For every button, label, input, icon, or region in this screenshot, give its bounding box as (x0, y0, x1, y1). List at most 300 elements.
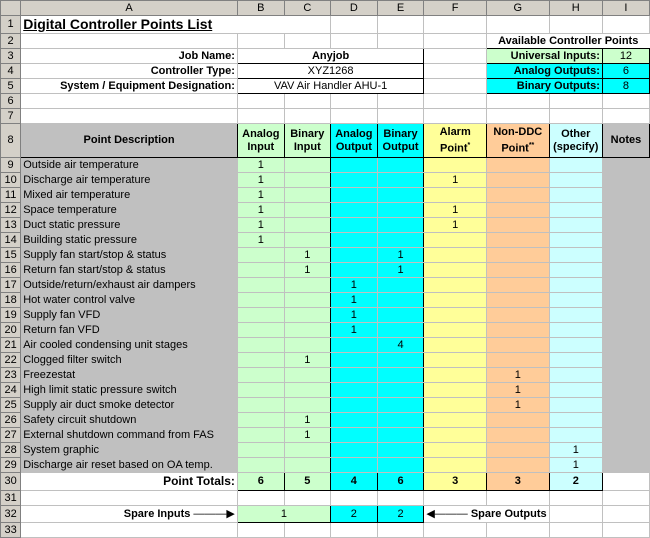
binary-input-header[interactable]: Binary Input (284, 124, 330, 158)
alarm-cell[interactable] (424, 293, 487, 308)
row-header[interactable]: 27 (1, 428, 21, 443)
alarm-point-header[interactable] (424, 124, 487, 158)
row-header[interactable]: 32 (1, 506, 21, 523)
alarm-cell[interactable] (424, 368, 487, 383)
ao-cell[interactable] (330, 203, 377, 218)
nonddc-cell[interactable] (486, 428, 549, 443)
cell[interactable] (549, 109, 602, 124)
bo-cell[interactable]: 1 (377, 248, 424, 263)
designation-field[interactable]: VAV Air Handler AHU-1 (237, 79, 423, 94)
nonddc-cell[interactable] (486, 218, 549, 233)
bo-cell[interactable] (377, 233, 424, 248)
row-header[interactable]: 11 (1, 188, 21, 203)
bo-cell[interactable]: 1 (377, 263, 424, 278)
bi-cell[interactable] (284, 338, 330, 353)
row-header[interactable]: 12 (1, 203, 21, 218)
other-cell[interactable] (549, 188, 602, 203)
notes-cell[interactable] (602, 263, 649, 278)
ao-cell[interactable] (330, 458, 377, 473)
bo-cell[interactable] (377, 218, 424, 233)
bi-cell[interactable] (284, 218, 330, 233)
alarm-cell[interactable] (424, 158, 487, 173)
cell[interactable] (377, 491, 424, 506)
row-header[interactable]: 29 (1, 458, 21, 473)
ao-cell[interactable] (330, 233, 377, 248)
notes-cell[interactable] (602, 308, 649, 323)
ao-cell[interactable]: 1 (330, 293, 377, 308)
bi-cell[interactable] (284, 308, 330, 323)
job-name-field[interactable]: Anyjob (237, 49, 423, 64)
notes-cell[interactable] (602, 413, 649, 428)
cell[interactable] (377, 523, 424, 538)
other-cell[interactable]: 1 (549, 458, 602, 473)
nonddc-cell[interactable] (486, 458, 549, 473)
cell[interactable] (602, 506, 649, 523)
analog-outputs-value[interactable]: 6 (602, 64, 649, 79)
bi-cell[interactable] (284, 173, 330, 188)
other-cell[interactable] (549, 368, 602, 383)
bi-cell[interactable] (284, 398, 330, 413)
row-header[interactable]: 13 (1, 218, 21, 233)
alarm-cell[interactable] (424, 413, 487, 428)
point-description-cell[interactable]: Building static pressure (21, 233, 238, 248)
row-header[interactable]: 22 (1, 353, 21, 368)
total-ai[interactable]: 6 (237, 473, 284, 491)
ao-cell[interactable]: 1 (330, 308, 377, 323)
row-header[interactable]: 1 (1, 16, 21, 34)
cell[interactable] (21, 34, 238, 49)
point-description-cell[interactable]: Supply fan start/stop & status (21, 248, 238, 263)
bo-cell[interactable] (377, 158, 424, 173)
analog-output-header[interactable]: Analog Output (330, 124, 377, 158)
cell[interactable] (602, 473, 649, 491)
nonddc-cell[interactable] (486, 353, 549, 368)
notes-cell[interactable] (602, 353, 649, 368)
bo-cell[interactable] (377, 278, 424, 293)
other-cell[interactable] (549, 323, 602, 338)
bi-cell[interactable] (284, 323, 330, 338)
cell[interactable] (549, 523, 602, 538)
ai-cell[interactable] (237, 368, 284, 383)
row-header[interactable]: 9 (1, 158, 21, 173)
other-cell[interactable] (549, 173, 602, 188)
ai-cell[interactable] (237, 293, 284, 308)
notes-cell[interactable] (602, 323, 649, 338)
cell[interactable] (330, 109, 377, 124)
spare-outputs-label[interactable] (424, 506, 549, 523)
bo-cell[interactable] (377, 353, 424, 368)
total-bo[interactable]: 6 (377, 473, 424, 491)
notes-cell[interactable] (602, 383, 649, 398)
cell[interactable] (424, 49, 487, 64)
nonddc-cell[interactable] (486, 293, 549, 308)
ao-cell[interactable] (330, 398, 377, 413)
ao-cell[interactable] (330, 218, 377, 233)
ao-cell[interactable] (330, 428, 377, 443)
cell[interactable] (284, 491, 330, 506)
other-cell[interactable] (549, 413, 602, 428)
other-cell[interactable]: 1 (549, 443, 602, 458)
analog-input-header[interactable]: Analog Input (237, 124, 284, 158)
column-header-h[interactable]: H (549, 1, 602, 16)
row-header[interactable]: 4 (1, 64, 21, 79)
other-specify-header[interactable]: Other (specify) (549, 124, 602, 158)
ai-cell[interactable] (237, 443, 284, 458)
select-all-corner[interactable] (1, 1, 21, 16)
notes-cell[interactable] (602, 233, 649, 248)
point-description-cell[interactable]: Return fan start/stop & status (21, 263, 238, 278)
point-description-cell[interactable]: Supply air duct smoke detector (21, 398, 238, 413)
alarm-cell[interactable] (424, 428, 487, 443)
non-ddc-point-header[interactable] (486, 124, 549, 158)
ai-cell[interactable]: 1 (237, 203, 284, 218)
bo-cell[interactable] (377, 368, 424, 383)
total-ao[interactable]: 4 (330, 473, 377, 491)
cell[interactable] (237, 109, 284, 124)
ai-cell[interactable]: 1 (237, 218, 284, 233)
other-cell[interactable] (549, 293, 602, 308)
ao-cell[interactable] (330, 263, 377, 278)
point-description-cell[interactable]: Space temperature (21, 203, 238, 218)
bo-cell[interactable] (377, 458, 424, 473)
bi-cell[interactable]: 1 (284, 248, 330, 263)
binary-outputs-value[interactable]: 8 (602, 79, 649, 94)
column-header-g[interactable]: G (486, 1, 549, 16)
universal-inputs-value[interactable]: 12 (602, 49, 649, 64)
point-description-cell[interactable]: System graphic (21, 443, 238, 458)
other-cell[interactable] (549, 338, 602, 353)
alarm-cell[interactable] (424, 383, 487, 398)
notes-cell[interactable] (602, 218, 649, 233)
column-header-c[interactable]: C (284, 1, 330, 16)
ai-cell[interactable] (237, 278, 284, 293)
cell[interactable] (330, 523, 377, 538)
cell[interactable] (486, 109, 549, 124)
cell[interactable] (377, 109, 424, 124)
alarm-cell[interactable] (424, 278, 487, 293)
bo-cell[interactable] (377, 173, 424, 188)
cell[interactable] (237, 94, 284, 109)
point-description-cell[interactable]: External shutdown command from FAS (21, 428, 238, 443)
nonddc-cell[interactable] (486, 188, 549, 203)
other-cell[interactable] (549, 158, 602, 173)
nonddc-cell[interactable]: 1 (486, 398, 549, 413)
total-bi[interactable]: 5 (284, 473, 330, 491)
cell[interactable] (424, 491, 487, 506)
total-other[interactable]: 2 (549, 473, 602, 491)
point-description-cell[interactable]: Outside/return/exhaust air dampers (21, 278, 238, 293)
point-description-header[interactable]: Point Description (21, 124, 238, 158)
notes-cell[interactable] (602, 188, 649, 203)
point-description-cell[interactable]: Hot water control valve (21, 293, 238, 308)
notes-cell[interactable] (602, 458, 649, 473)
cell[interactable] (602, 16, 649, 34)
cell[interactable] (377, 94, 424, 109)
bi-cell[interactable] (284, 233, 330, 248)
alarm-cell[interactable] (424, 458, 487, 473)
bo-cell[interactable] (377, 293, 424, 308)
other-cell[interactable] (549, 248, 602, 263)
ai-cell[interactable] (237, 353, 284, 368)
ai-cell[interactable]: 1 (237, 233, 284, 248)
alarm-cell[interactable]: 1 (424, 218, 487, 233)
cell[interactable] (330, 34, 377, 49)
ao-cell[interactable] (330, 383, 377, 398)
column-header-i[interactable]: I (602, 1, 649, 16)
cell[interactable] (424, 94, 487, 109)
point-description-cell[interactable]: Outside air temperature (21, 158, 238, 173)
point-description-cell[interactable]: Clogged filter switch (21, 353, 238, 368)
alarm-cell[interactable]: 1 (424, 173, 487, 188)
cell[interactable] (330, 491, 377, 506)
notes-cell[interactable] (602, 278, 649, 293)
bo-cell[interactable] (377, 398, 424, 413)
ao-cell[interactable] (330, 368, 377, 383)
point-totals-label[interactable]: Point Totals: (21, 473, 238, 491)
alarm-cell[interactable] (424, 338, 487, 353)
spare-inputs-label[interactable] (21, 506, 238, 523)
other-cell[interactable] (549, 308, 602, 323)
cell[interactable] (377, 34, 424, 49)
other-cell[interactable] (549, 278, 602, 293)
cell[interactable] (549, 506, 602, 523)
other-cell[interactable] (549, 203, 602, 218)
ai-cell[interactable] (237, 248, 284, 263)
cell[interactable] (602, 523, 649, 538)
bo-cell[interactable] (377, 428, 424, 443)
ai-cell[interactable]: 1 (237, 188, 284, 203)
notes-cell[interactable] (602, 368, 649, 383)
cell[interactable] (486, 16, 549, 34)
nonddc-cell[interactable] (486, 443, 549, 458)
point-description-cell[interactable]: High limit static pressure switch (21, 383, 238, 398)
nonddc-cell[interactable] (486, 248, 549, 263)
bi-cell[interactable] (284, 203, 330, 218)
ao-cell[interactable] (330, 158, 377, 173)
nonddc-cell[interactable] (486, 323, 549, 338)
nonddc-cell[interactable] (486, 233, 549, 248)
alarm-cell[interactable] (424, 263, 487, 278)
alarm-cell[interactable]: 1 (424, 203, 487, 218)
row-header[interactable]: 5 (1, 79, 21, 94)
cell[interactable] (602, 491, 649, 506)
ao-cell[interactable] (330, 353, 377, 368)
point-description-cell[interactable]: Supply fan VFD (21, 308, 238, 323)
row-header[interactable]: 7 (1, 109, 21, 124)
cell[interactable] (424, 16, 487, 34)
row-header[interactable]: 8 (1, 124, 21, 158)
alarm-cell[interactable] (424, 233, 487, 248)
bi-cell[interactable] (284, 188, 330, 203)
cell[interactable] (602, 94, 649, 109)
bo-cell[interactable] (377, 443, 424, 458)
cell[interactable] (424, 79, 487, 94)
ai-cell[interactable] (237, 308, 284, 323)
cell[interactable] (21, 109, 238, 124)
bi-cell[interactable] (284, 368, 330, 383)
nonddc-cell[interactable] (486, 338, 549, 353)
point-description-cell[interactable]: Freezestat (21, 368, 238, 383)
other-cell[interactable] (549, 353, 602, 368)
total-nonddc[interactable]: 3 (486, 473, 549, 491)
cell[interactable] (330, 94, 377, 109)
nonddc-cell[interactable] (486, 308, 549, 323)
cell[interactable] (237, 523, 284, 538)
row-header[interactable]: 16 (1, 263, 21, 278)
other-cell[interactable] (549, 218, 602, 233)
ai-cell[interactable] (237, 398, 284, 413)
nonddc-cell[interactable] (486, 203, 549, 218)
designation-label[interactable]: System / Equipment Designation: (21, 79, 238, 94)
ao-cell[interactable]: 1 (330, 323, 377, 338)
row-header[interactable]: 33 (1, 523, 21, 538)
other-cell[interactable] (549, 383, 602, 398)
ai-cell[interactable] (237, 338, 284, 353)
cell[interactable] (21, 94, 238, 109)
point-description-cell[interactable]: Return fan VFD (21, 323, 238, 338)
notes-cell[interactable] (602, 443, 649, 458)
cell[interactable] (21, 523, 238, 538)
cell[interactable] (330, 16, 377, 34)
bo-cell[interactable] (377, 383, 424, 398)
cell[interactable] (377, 16, 424, 34)
notes-cell[interactable] (602, 398, 649, 413)
row-header[interactable]: 19 (1, 308, 21, 323)
cell[interactable] (424, 523, 487, 538)
ai-cell[interactable] (237, 428, 284, 443)
ai-cell[interactable] (237, 323, 284, 338)
row-header[interactable]: 21 (1, 338, 21, 353)
cell[interactable] (284, 34, 330, 49)
analog-outputs-label[interactable]: Analog Outputs: (486, 64, 602, 79)
row-header[interactable]: 10 (1, 173, 21, 188)
row-header[interactable]: 6 (1, 94, 21, 109)
notes-cell[interactable] (602, 248, 649, 263)
bi-cell[interactable]: 1 (284, 353, 330, 368)
ai-cell[interactable] (237, 263, 284, 278)
point-description-cell[interactable]: Duct static pressure (21, 218, 238, 233)
cell[interactable] (237, 491, 284, 506)
bi-cell[interactable] (284, 458, 330, 473)
cell[interactable] (602, 109, 649, 124)
alarm-cell[interactable] (424, 353, 487, 368)
nonddc-cell[interactable] (486, 278, 549, 293)
notes-cell[interactable] (602, 293, 649, 308)
alarm-cell[interactable] (424, 443, 487, 458)
nonddc-cell[interactable]: 1 (486, 383, 549, 398)
ai-cell[interactable] (237, 383, 284, 398)
cell[interactable] (21, 491, 238, 506)
notes-cell[interactable] (602, 158, 649, 173)
row-header[interactable]: 28 (1, 443, 21, 458)
cell[interactable] (549, 94, 602, 109)
nonddc-cell[interactable] (486, 263, 549, 278)
nonddc-cell[interactable]: 1 (486, 368, 549, 383)
ao-cell[interactable] (330, 188, 377, 203)
available-points-header[interactable]: Available Controller Points (498, 34, 639, 47)
ao-cell[interactable]: 1 (330, 278, 377, 293)
bi-cell[interactable]: 1 (284, 413, 330, 428)
ao-cell[interactable] (330, 413, 377, 428)
ao-cell[interactable] (330, 248, 377, 263)
row-header[interactable]: 24 (1, 383, 21, 398)
alarm-cell[interactable] (424, 188, 487, 203)
bi-cell[interactable] (284, 293, 330, 308)
row-header[interactable]: 30 (1, 473, 21, 491)
sheet-title[interactable]: Digital Controller Points List (21, 16, 331, 34)
row-header[interactable]: 26 (1, 413, 21, 428)
ai-cell[interactable]: 1 (237, 158, 284, 173)
bi-cell[interactable]: 1 (284, 263, 330, 278)
other-cell[interactable] (549, 233, 602, 248)
binary-output-header[interactable]: Binary Output (377, 124, 424, 158)
cell[interactable] (549, 16, 602, 34)
alarm-cell[interactable] (424, 248, 487, 263)
bi-cell[interactable] (284, 443, 330, 458)
spare-inputs-value[interactable]: 1 (237, 506, 330, 523)
cell[interactable] (424, 109, 487, 124)
notes-header[interactable]: Notes (602, 124, 649, 158)
bi-cell[interactable] (284, 158, 330, 173)
row-header[interactable]: 23 (1, 368, 21, 383)
spare-binary-outputs-value[interactable]: 2 (377, 506, 424, 523)
notes-cell[interactable] (602, 428, 649, 443)
ai-cell[interactable] (237, 413, 284, 428)
row-header[interactable]: 18 (1, 293, 21, 308)
ao-cell[interactable] (330, 173, 377, 188)
row-header[interactable]: 17 (1, 278, 21, 293)
point-description-cell[interactable]: Discharge air temperature (21, 173, 238, 188)
alarm-cell[interactable] (424, 323, 487, 338)
column-header-a[interactable]: A (21, 1, 238, 16)
point-description-cell[interactable]: Mixed air temperature (21, 188, 238, 203)
universal-inputs-label[interactable]: Universal Inputs: (486, 49, 602, 64)
ai-cell[interactable]: 1 (237, 173, 284, 188)
cell[interactable] (486, 491, 549, 506)
spare-analog-outputs-value[interactable]: 2 (330, 506, 377, 523)
row-header[interactable]: 14 (1, 233, 21, 248)
bi-cell[interactable] (284, 383, 330, 398)
column-header-e[interactable]: E (377, 1, 424, 16)
column-header-d[interactable]: D (330, 1, 377, 16)
bo-cell[interactable] (377, 203, 424, 218)
controller-type-label[interactable]: Controller Type: (21, 64, 238, 79)
alarm-cell[interactable] (424, 308, 487, 323)
row-header[interactable]: 31 (1, 491, 21, 506)
bo-cell[interactable] (377, 308, 424, 323)
row-header[interactable]: 2 (1, 34, 21, 49)
bo-cell[interactable]: 4 (377, 338, 424, 353)
row-header[interactable]: 3 (1, 49, 21, 64)
cell[interactable] (284, 109, 330, 124)
point-description-cell[interactable]: Discharge air reset based on OA temp. (21, 458, 238, 473)
nonddc-cell[interactable] (486, 158, 549, 173)
point-description-cell[interactable]: Air cooled condensing unit stages (21, 338, 238, 353)
other-cell[interactable] (549, 398, 602, 413)
ai-cell[interactable] (237, 458, 284, 473)
cell[interactable] (424, 34, 487, 49)
column-header-f[interactable]: F (424, 1, 487, 16)
row-header[interactable]: 25 (1, 398, 21, 413)
cell[interactable] (549, 491, 602, 506)
cell[interactable] (486, 523, 549, 538)
other-cell[interactable] (549, 263, 602, 278)
alarm-cell[interactable] (424, 398, 487, 413)
cell[interactable] (486, 94, 549, 109)
bi-cell[interactable] (284, 278, 330, 293)
nonddc-cell[interactable] (486, 413, 549, 428)
row-header[interactable]: 15 (1, 248, 21, 263)
